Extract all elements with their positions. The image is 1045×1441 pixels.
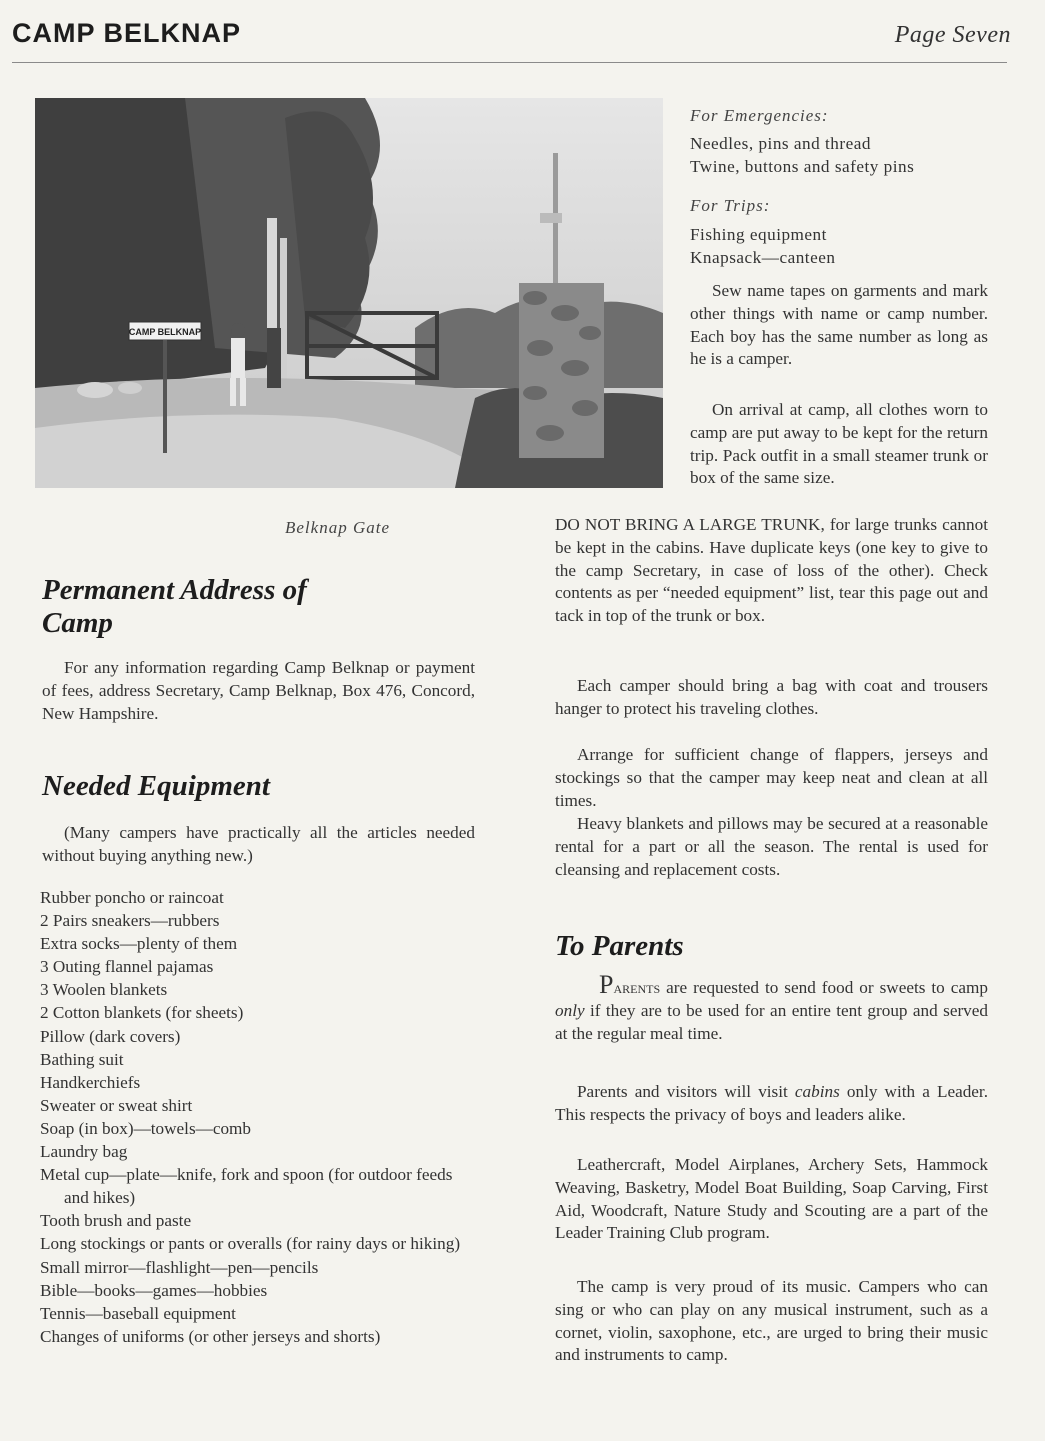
drop-cap: P [599,970,614,999]
belknap-gate-photo [35,98,663,488]
arrival-paragraph: On arrival at camp, all clothes worn to camp are put away to be kept for the return trip. Pack outfit in a small steamer trunk or box of the same size. [690,400,988,488]
list-item: 2 Pairs sneakers—rubbers [40,911,220,931]
parents-heading: To Parents [555,930,684,962]
gate-sign-text: CAMP BELKNAP [128,327,202,337]
address-text: For any information regarding Camp Belknap or payment of fees, address Secretary, Camp Belknap, Box 476, Concord, New Hampshire. [42,658,475,723]
list-item: Extra socks—plenty of them [40,934,238,954]
equipment-intro: (Many campers have practically all the articles needed without buying anything new.) [42,823,475,865]
equipment-heading: Needed Equipment [42,770,270,802]
page-header-title: CAMP BELKNAP [12,18,242,48]
list-item: Knapsack—canteen [690,248,836,267]
parents-paragraph-2: Parents and visitors will visit cabins only with a Leader. This respects the privacy of boys and leaders alike. [555,1082,988,1124]
list-item: Twine, buttons and safety pins [690,157,915,176]
list-item: Fishing equipment [690,225,827,244]
change-paragraph: Arrange for sufficient change of flappers, jerseys and stockings so that the camper may keep neat and clean at all times. [555,745,988,810]
trips-list [690,223,835,269]
address-heading: Permanent Address of Camp [42,574,307,639]
list-item: Rubber poncho or raincoat [40,888,224,907]
equipment-list [40,886,480,1348]
emergencies-heading: For Emergencies: [690,106,829,125]
trunk-paragraph: DO NOT BRING A LARGE TRUNK, for large trunks cannot be kept in the cabins. Have duplicate keys (one key to give to the camp Secretary, in case of loss of the other). Check contents as per “needed equipment” list, tear this page out and tack in top of the trunk or box. [555,515,988,626]
list-item: Tooth brush and paste [40,1211,192,1231]
list-item: Changes of uniforms (or other jerseys and shorts) [40,1326,381,1346]
list-item: Bible—books—games—hobbies [40,1280,268,1300]
list-item: Needles, pins and thread [690,134,871,153]
list-item: Sweater or sweat shirt [40,1095,193,1115]
parents-paragraph-4: The camp is very proud of its music. Campers who can sing or who can play on any musical instrument, such as a cornet, violin, saxophone, etc., are urged to bring their music and instruments to camp. [555,1277,988,1365]
header-divider [12,62,1007,63]
list-item: Laundry bag [40,1142,128,1162]
list-item: Pillow (dark covers) [40,1026,181,1046]
list-item: 2 Cotton blankets (for sheets) [40,1003,244,1023]
trips-heading: For Trips: [690,196,771,215]
photo-caption: Belknap Gate [285,518,390,537]
list-item: Soap (in box)—towels—comb [40,1118,252,1138]
name-tapes-paragraph: Sew name tapes on garments and mark other things with name or camp number. Each boy has the same number as long as he is a camper. [690,281,988,369]
list-item: Tennis—baseball equipment [40,1303,236,1323]
list-item: Bathing suit [40,1049,124,1069]
list-item: Metal cup—plate—knife, fork and spoon (for outdoor feeds and hikes) [40,1165,453,1208]
list-item: 3 Outing flannel pajamas [40,957,214,977]
list-item: Small mirror—flashlight—pen—pencils [40,1257,319,1277]
list-item: 3 Woolen blankets [40,980,168,1000]
list-item: Handkerchiefs [40,1072,141,1092]
bag-paragraph: Each camper should bring a bag with coat and trousers hanger to protect his traveling clothes. [555,676,988,718]
parents-paragraph-1: Parents are requested to send food or sweets to camp only if they are to be used for an entire tent group and served at the regular meal time. [555,970,988,1043]
blankets-paragraph: Heavy blankets and pillows may be secured at a reasonable rental for a part or all the season. The rental is used for cleansing and replacement costs. [555,814,988,879]
list-item: Long stockings or pants or overalls (for rainy days or hiking) [40,1234,461,1254]
emergencies-list [690,132,914,178]
parents-paragraph-3: Leathercraft, Model Airplanes, Archery Sets, Hammock Weaving, Basketry, Model Boat Building, Soap Carving, First Aid, Woodcraft, Nature Study and Scouting are a part of the Leader Training Club program. [555,1155,988,1243]
page-number: Page Seven [894,22,1011,48]
